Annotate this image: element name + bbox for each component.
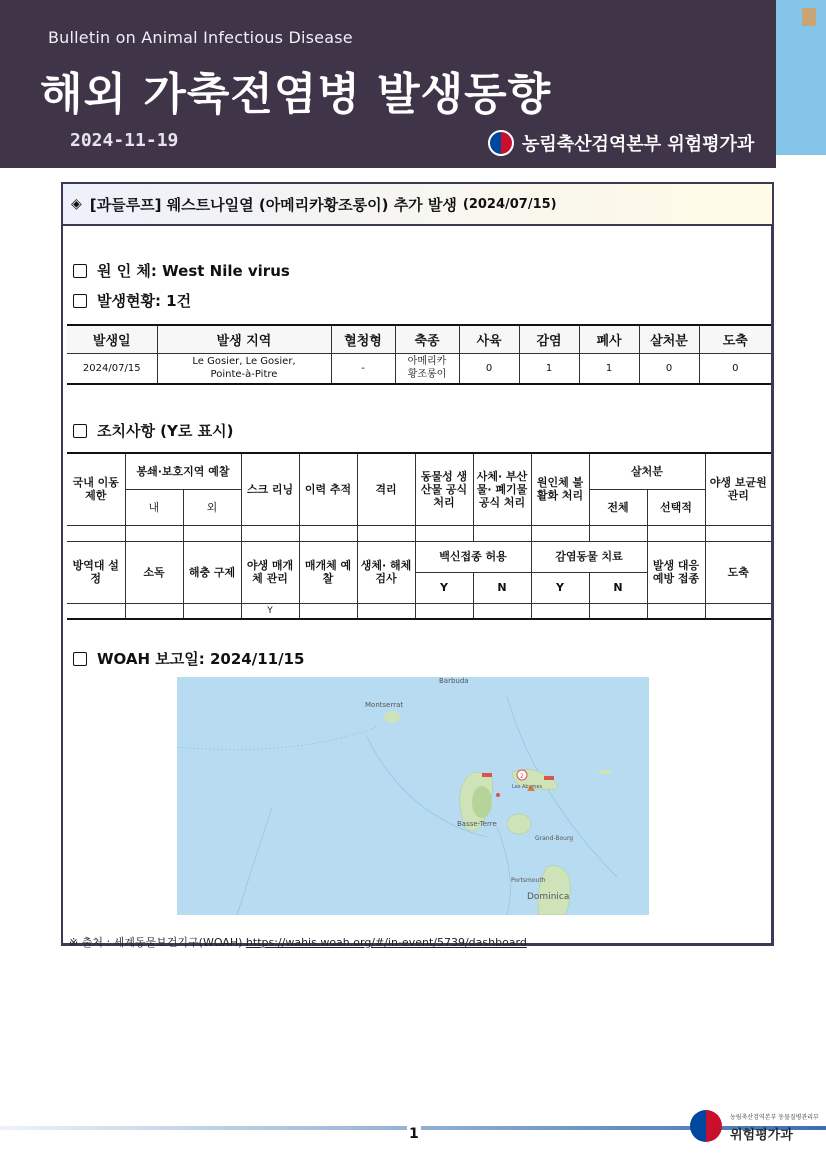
- infected-count: 1: [519, 353, 579, 384]
- table-header-row: [67, 325, 771, 353]
- map-label: Barbuda: [439, 677, 469, 685]
- value-cell: [531, 603, 589, 619]
- region-line: Le Gosier, Le Gosier,: [192, 356, 296, 368]
- org-name: [488, 130, 754, 156]
- h-vaccine-y: Y: [415, 572, 473, 603]
- header-cell: 발생일: [67, 325, 157, 353]
- org-name-text: 농림축산검역본부 위험평가과: [522, 134, 755, 155]
- value-cell: [241, 525, 299, 541]
- dead-count: 1: [579, 353, 639, 384]
- h-treat: 감염동물 치료: [531, 541, 647, 572]
- reared-count: 0: [459, 353, 519, 384]
- header-cell: 살처분: [639, 325, 699, 353]
- measures-header-row: [67, 453, 771, 490]
- wild-vector-value: Y: [241, 603, 299, 619]
- status-section: [73, 290, 191, 311]
- value-cell: [125, 525, 183, 541]
- value-cell: [357, 603, 415, 619]
- header-cell: 폐사: [579, 325, 639, 353]
- h-prevent-vacc: 발생 대응 예방 접종: [647, 541, 705, 603]
- h-quarantine: 격리: [357, 453, 415, 525]
- report-banner: [63, 184, 772, 226]
- measures-section: [73, 420, 233, 441]
- h-pathogen: 원인체 불활화 처리: [531, 453, 589, 525]
- header-cell: 사육: [459, 325, 519, 353]
- header-cell: 감염: [519, 325, 579, 353]
- h-zone-out: 외: [183, 490, 241, 525]
- value-cell: [415, 525, 473, 541]
- agent-section: [73, 260, 290, 281]
- value-cell: [183, 603, 241, 619]
- value-cell: [473, 525, 531, 541]
- h-carcass: 사체· 부산물· 폐기물 공식 처리: [473, 453, 531, 525]
- source-prefix: ※ 출처 : 세계동물보건기구(WOAH): [69, 936, 243, 949]
- value-cell: [299, 603, 357, 619]
- species-line: 황조롱이: [407, 369, 447, 381]
- h-disinfect: 소독: [125, 541, 183, 603]
- slaughtered-count: 0: [699, 353, 771, 384]
- decorative-side-bar: [776, 0, 826, 155]
- region-line: Pointe-à-Pitre: [210, 369, 278, 381]
- culled-count: 0: [639, 353, 699, 384]
- h-cull-all: 전체: [589, 490, 647, 525]
- value-cell: [357, 525, 415, 541]
- bulletin-subtitle: Bulletin on Animal Infectious Disease: [48, 28, 353, 47]
- bulletin-date: 2024-11-19: [70, 130, 179, 151]
- report-frame: [61, 182, 774, 949]
- value-cell: [183, 525, 241, 541]
- table-row: [67, 353, 771, 384]
- map-label: Montserrat: [365, 701, 404, 709]
- header-cell: 발생 지역: [157, 325, 331, 353]
- h-products: 동물성 생산물 공식 처리: [415, 453, 473, 525]
- page-number: 1: [409, 1126, 419, 1142]
- square-bullet-icon: [73, 652, 87, 666]
- map-label: Portsmouth: [511, 877, 546, 884]
- agent-label: 원 인 체: West Nile virus: [97, 262, 290, 280]
- page-title: 해외 가축전염병 발생동향: [40, 69, 552, 120]
- header-cell: 도축: [699, 325, 771, 353]
- h-slaughter: 도축: [705, 541, 771, 603]
- square-bullet-icon: [73, 424, 87, 438]
- outbreak-map[interactable]: [177, 677, 649, 915]
- serotype: -: [331, 353, 395, 384]
- species: [395, 353, 459, 384]
- h-zone: 봉쇄·보호지역 예찰: [125, 453, 241, 490]
- banner-title: [과들루프] 웨스트나일열 (아메리카황조롱이) 추가 발생: [89, 195, 457, 214]
- square-bullet-icon: [73, 294, 87, 308]
- map-label: Les Abymes: [512, 784, 543, 790]
- measures-label: 조치사항 (Y로 표시): [97, 422, 234, 440]
- h-pest: 해충 구제: [183, 541, 241, 603]
- source-link[interactable]: https://wahis.woah.org/#/in-event/5739/dashboard: [245, 936, 527, 949]
- value-cell: [415, 603, 473, 619]
- diamond-bullet-icon: ◈: [71, 196, 82, 212]
- footer-org: 위험평가과: [730, 1128, 793, 1143]
- woah-label: WOAH 보고일: 2024/11/15: [97, 650, 305, 668]
- decorative-side-mark: [802, 8, 816, 26]
- government-emblem-icon: [690, 1110, 722, 1142]
- outbreak-table: [67, 324, 771, 385]
- h-wild-reservoir: 야생 보균원 관리: [705, 453, 771, 525]
- measures-header-row-2: [67, 541, 771, 572]
- measures-table: [67, 452, 771, 620]
- value-cell: [473, 603, 531, 619]
- h-buffer: 방역대 설정: [67, 541, 125, 603]
- h-zone-in: 내: [125, 490, 183, 525]
- value-cell: [647, 525, 705, 541]
- h-vaccine-n: N: [473, 572, 531, 603]
- value-cell: [531, 525, 589, 541]
- status-label: 발생현황: 1건: [97, 292, 192, 310]
- page-header: [0, 0, 776, 168]
- source-note: [69, 934, 527, 950]
- value-cell: [299, 525, 357, 541]
- map-label: Grand-Bourg: [535, 835, 574, 842]
- table-row: [67, 525, 771, 541]
- h-wild-vector: 야생 매개체 관리: [241, 541, 299, 603]
- h-treat-n: N: [589, 572, 647, 603]
- value-cell: [589, 525, 647, 541]
- h-cull-sel: 선택적: [647, 490, 705, 525]
- value-cell: [125, 603, 183, 619]
- woah-section: [73, 648, 304, 669]
- value-cell: [589, 603, 647, 619]
- footer-org-small: 농림축산검역본부 동물질병관리부: [730, 1114, 819, 1121]
- banner-date: (2024/07/15): [462, 196, 557, 212]
- h-cull: 살처분: [589, 453, 705, 490]
- h-movement: 국내 이동 제한: [67, 453, 125, 525]
- header-cell: 축종: [395, 325, 459, 353]
- value-cell: [647, 603, 705, 619]
- table-row: [67, 603, 771, 619]
- outbreak-date: 2024/07/15: [82, 362, 141, 374]
- h-biopsy: 생체· 해체 검사: [357, 541, 415, 603]
- map-label: Basse-Terre: [457, 820, 497, 828]
- h-vector-surv: 매개체 예찰: [299, 541, 357, 603]
- map-label: Dominica: [527, 892, 570, 902]
- government-emblem-icon: [488, 130, 514, 156]
- value-cell: [67, 525, 125, 541]
- h-treat-y: Y: [531, 572, 589, 603]
- value-cell: [705, 603, 771, 619]
- map-graphic: [177, 677, 649, 915]
- value-cell: [67, 603, 125, 619]
- outbreak-region: [157, 353, 331, 384]
- species-line: 아메리카: [407, 356, 447, 368]
- montserrat-island: [384, 711, 400, 723]
- svg-text:2: 2: [520, 773, 524, 780]
- h-vaccine: 백신접종 허용: [415, 541, 531, 572]
- square-bullet-icon: [73, 264, 87, 278]
- header-cell: 혈청형: [331, 325, 395, 353]
- h-trace: 이력 추적: [299, 453, 357, 525]
- h-screening: 스크 리닝: [241, 453, 299, 525]
- value-cell: [705, 525, 771, 541]
